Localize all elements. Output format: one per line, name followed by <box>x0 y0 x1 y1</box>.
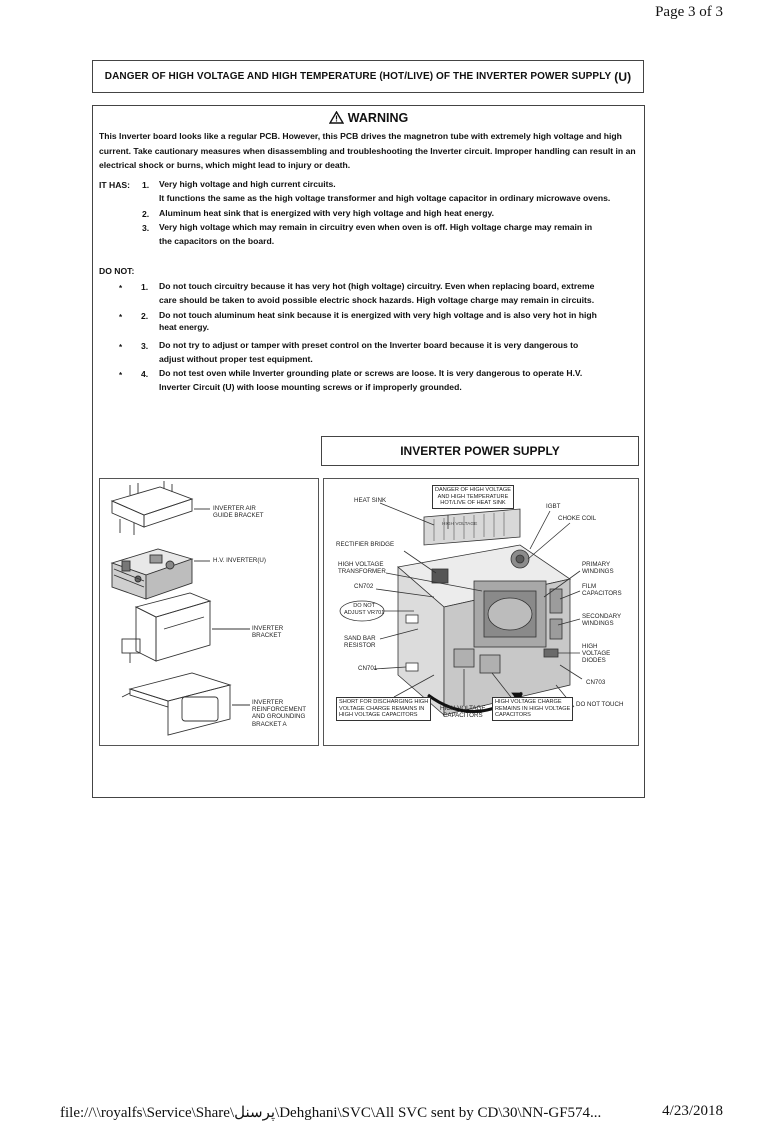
label-hv-diodes: HIGH VOLTAGE DIODES <box>582 643 611 665</box>
page-number: Page 3 of 3 <box>655 4 723 20</box>
warning-heading: WARNING <box>347 111 409 125</box>
do-not-num-4: 4. <box>141 369 149 379</box>
label-cn701: CN701 <box>358 665 378 672</box>
do-not-item-1-line1: Do not touch circuitry because it has very hot (high voltage) circuitry. Even when replacing board, extreme <box>159 281 595 291</box>
label-hv-transformer: HIGH VOLTAGE TRANSFORMER <box>338 561 386 576</box>
do-not-item-2-line1: Do not touch aluminum heat sink because it is energized with very high voltage and is also very hot in high <box>159 310 597 320</box>
it-has-label: IT HAS: <box>99 180 131 190</box>
warning-panel <box>92 105 645 798</box>
do-not-num-1: 1. <box>141 282 149 292</box>
label-hv-capacitors: HIGH VOLTAGE CAPACITORS <box>440 705 486 720</box>
do-not-item-4-line2: Inverter Circuit (U) with loose mounting screws or if improperly grounded. <box>159 382 462 392</box>
air-guide-bracket-drawing <box>112 481 192 535</box>
label-sand-bar-resistor: SAND BAR RESISTOR <box>344 635 376 650</box>
danger-title-box <box>92 60 644 93</box>
label-primary-windings: PRIMARY WINDINGS <box>582 561 614 576</box>
do-not-item-2-line2: heat energy. <box>159 322 209 332</box>
do-not-item-3-line2: adjust without proper test equipment. <box>159 354 313 364</box>
it-has-num-3: 3. <box>142 223 150 233</box>
label-cn703: CN703 <box>586 679 606 686</box>
label-danger-heat-sink: DANGER OF HIGH VOLTAGE AND HIGH TEMPERATURE HOT/LIVE OF HEAT SINK <box>432 485 514 509</box>
footer-date: 4/23/2018 <box>662 1103 723 1119</box>
footer-path: file://\\royalfs\Service\Share\پرسنل\Dehghani\SVC\All SVC sent by CD\30\NN-GF574... <box>60 1105 602 1121</box>
board-diagram <box>323 478 639 746</box>
label-secondary-windings: SECONDARY WINDINGS <box>582 613 622 628</box>
do-not-label: DO NOT: <box>99 266 135 276</box>
label-hv-charge-remains: HIGH VOLTAGE CHARGE REMAINS IN HIGH VOLTAGE CAPACITORS <box>492 697 573 721</box>
do-not-bullet-3: * <box>119 343 123 352</box>
do-not-item-4-line1: Do not test oven while Inverter grounding plate or screws are loose. It is very dangerous to operate H.V. <box>159 368 583 378</box>
do-not-num-2: 2. <box>141 311 149 321</box>
label-cn702: CN702 <box>354 583 374 590</box>
do-not-bullet-4: * <box>119 371 123 380</box>
inverter-power-supply-box <box>321 436 639 466</box>
danger-title: DANGER OF HIGH VOLTAGE AND HIGH TEMPERATURE (HOT/LIVE) OF THE INVERTER POWER SUPPLY <box>104 71 612 82</box>
do-not-bullet-2: * <box>119 313 123 322</box>
label-reinforcement-bracket: INVERTER REINFORCEMENT AND GROUNDING BRACKET A <box>252 699 306 728</box>
do-not-bullet-1: * <box>119 284 123 293</box>
label-do-not-adjust: DO NOT ADJUST VR701 <box>344 603 385 616</box>
label-rectifier-bridge: RECTIFIER BRIDGE <box>336 541 395 548</box>
label-film-capacitors: FILM CAPACITORS <box>582 583 622 598</box>
warning-triangle-icon <box>329 111 344 124</box>
heat-sink-marking: HIGH VOLTAGE <box>442 522 478 527</box>
label-igbt: IGBT <box>546 503 561 510</box>
it-has-item-3-line2: the capacitors on the board. <box>159 236 275 246</box>
do-not-num-3: 3. <box>141 341 149 351</box>
danger-title-suffix: (U) <box>614 69 632 84</box>
it-has-item-1-line1: Very high voltage and high current circuits. <box>159 179 336 189</box>
inverter-power-supply-label: INVERTER POWER SUPPLY <box>400 444 560 458</box>
it-has-num-2: 2. <box>142 209 150 219</box>
do-not-item-1-line2: care should be taken to avoid possible electric shock hazards. High voltage charge may remain in circuits. <box>159 295 595 305</box>
warning-intro: This Inverter board looks like a regular PCB. However, this PCB drives the magnetron tube with extremely high voltage and high current. Take cautionary measures when disassembling and troubleshooting the Inverter circuit. Improper handling can result in an electrical shock or burns, which might lead to injury or death. <box>99 131 636 170</box>
footer <box>60 1103 723 1122</box>
it-has-item-3-line1: Very high voltage which may remain in circuitry even when oven is off. High voltage charge may remain in <box>159 222 593 232</box>
it-has-item-2-line1: Aluminum heat sink that is energized with very high voltage and high heat energy. <box>159 208 495 218</box>
label-do-not-touch: DO NOT TOUCH <box>576 701 624 708</box>
it-has-num-1: 1. <box>142 180 150 190</box>
label-air-guide-bracket: INVERTER AIR GUIDE BRACKET <box>213 505 264 520</box>
label-heat-sink: HEAT SINK <box>354 497 387 504</box>
hv-inverter-board-drawing <box>112 549 192 599</box>
label-inverter-bracket: INVERTER BRACKET <box>252 625 284 640</box>
label-hv-inverter: H.V. INVERTER(U) <box>213 557 266 564</box>
label-choke-coil: CHOKE COIL <box>558 515 597 522</box>
label-short-discharge: SHORT FOR DISCHARGING HIGH VOLTAGE CHARGE REMAINS IN HIGH VOLTAGE CAPACITORS <box>336 697 431 721</box>
warning-heading-row <box>93 111 644 125</box>
inverter-bracket-drawing <box>122 593 210 663</box>
it-has-item-1-line2: It functions the same as the high voltage transformer and high voltage capacitor in ordinary microwave ovens. <box>159 193 611 203</box>
assembly-diagram <box>99 478 319 746</box>
reinforcement-bracket-drawing <box>122 673 230 735</box>
do-not-item-3-line1: Do not try to adjust or tamper with preset control on the Inverter board because it is very dangerous to <box>159 340 579 350</box>
